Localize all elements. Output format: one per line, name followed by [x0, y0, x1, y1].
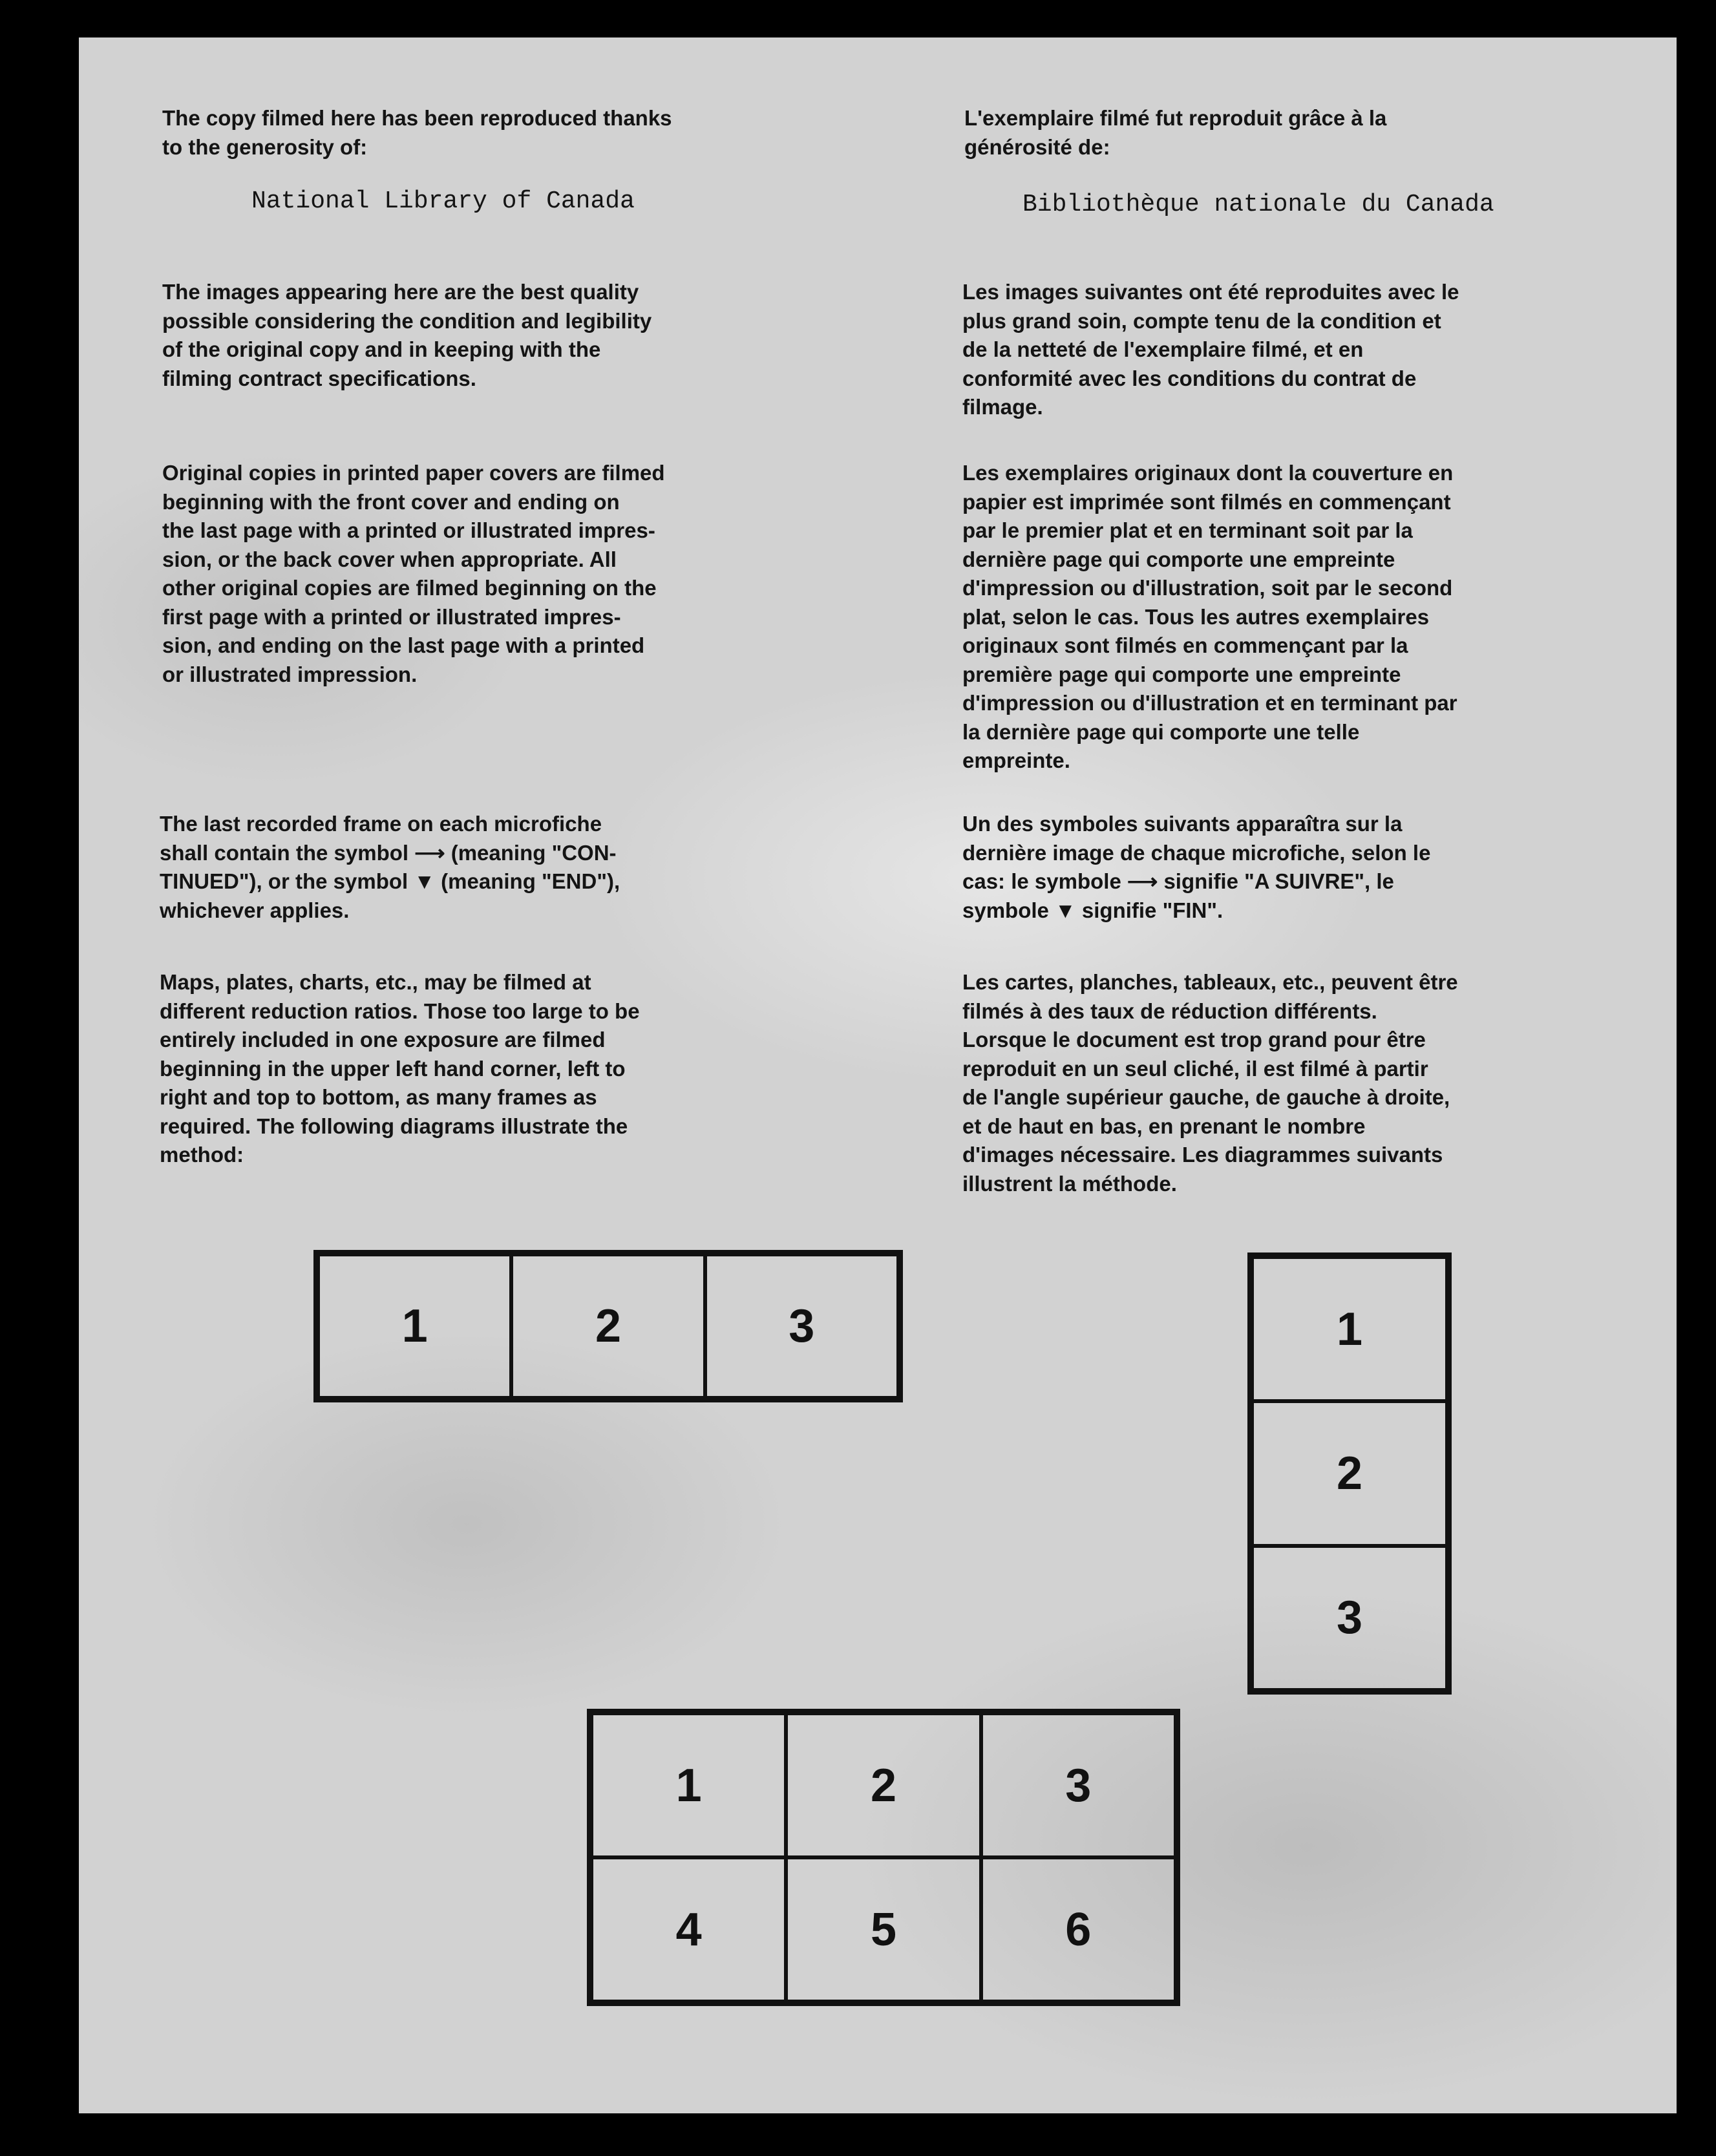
french-quality-statement: Les images suivantes ont été reproduites avec le plus grand soin, compte tenu de la condition et de la netteté de l'exemplaire filmé, et en conformité avec les conditions du contrat de filmage.: [962, 280, 1459, 419]
frame-cell: 3: [1252, 1546, 1447, 1690]
frame-cell: 3: [981, 1713, 1176, 1857]
english-intro: The copy filmed here has been reproduced thanks to the generosity of:: [162, 106, 672, 159]
diagram-grid-frames: [587, 1709, 1180, 2006]
frame-cell: 2: [1252, 1401, 1447, 1545]
microfilm-target-sheet: [79, 37, 1677, 2113]
english-originals-statement: Original copies in printed paper covers are filmed beginning with the front cover and ending on the last page with a printed or illustrated impres- sion, or the back cover when appropriate. All other original copies are filmed beginning on the first page with a printed or illustrated impres- sion, and ending on the last page with a printed or illustrated impression.: [162, 461, 665, 686]
english-library-name: National Library of Canada: [251, 187, 635, 215]
french-maps-statement: Les cartes, planches, tableaux, etc., peuvent être filmés à des taux de réduction différents. Lorsque le document est trop grand pour être reproduit en un seul cliché, il est filmé à partir de l'angle supérieur gauche, de gauche à droite, et de haut en bas, en prenant le nombre d'images nécessaire. Les diagrammes suivants illustrent la méthode.: [962, 970, 1458, 1196]
french-symbols-statement: Un des symboles suivants apparaîtra sur la dernière image de chaque microfiche, selon le cas: le symbole ⟶ signifie "A SUIVRE", le symbole ▼ signifie "FIN".: [962, 812, 1431, 922]
frame-cell: 4: [591, 1857, 786, 2002]
frame-cell: 3: [705, 1254, 898, 1398]
diagram-horizontal-frames: [313, 1250, 903, 1402]
frame-cell: 5: [786, 1857, 980, 2002]
english-maps-statement: Maps, plates, charts, etc., may be filmed at different reduction ratios. Those too large to be entirely included in one exposure are filmed beginning in the upper left hand corner, left to right and top to bottom, as many frames as required. The following diagrams illustrate the method:: [160, 970, 640, 1167]
french-originals-statement: Les exemplaires originaux dont la couverture en papier est imprimée sont filmés en commençant par le premier plat et en terminant soit par la dernière page qui comporte une empreinte d'impression ou d'illustration, soit par le second plat, selon le cas. Tous les autres exemplaires originaux sont filmés en commençant par la première page qui comporte une empreinte d'impression ou d'illustration et en terminant par la dernière page qui comporte une telle empreinte.: [962, 461, 1457, 772]
frame-cell: 6: [981, 1857, 1176, 2002]
french-library-name: Bibliothèque nationale du Canada: [1022, 191, 1494, 218]
frame-cell: 1: [318, 1254, 511, 1398]
diagram-vertical-frames: [1247, 1252, 1452, 1695]
frame-cell: 2: [511, 1254, 704, 1398]
frame-cell: 1: [1252, 1257, 1447, 1401]
frame-cell: 2: [786, 1713, 980, 1857]
frame-cell: 1: [591, 1713, 786, 1857]
english-symbols-statement: The last recorded frame on each microfiche shall contain the symbol ⟶ (meaning "CON- TINUED"), or the symbol ▼ (meaning "END"), whichever applies.: [160, 812, 620, 922]
english-quality-statement: The images appearing here are the best quality possible considering the condition and legibility of the original copy and in keeping with the filming contract specifications.: [162, 280, 652, 390]
french-intro: L'exemplaire filmé fut reproduit grâce à la générosité de:: [964, 106, 1387, 159]
